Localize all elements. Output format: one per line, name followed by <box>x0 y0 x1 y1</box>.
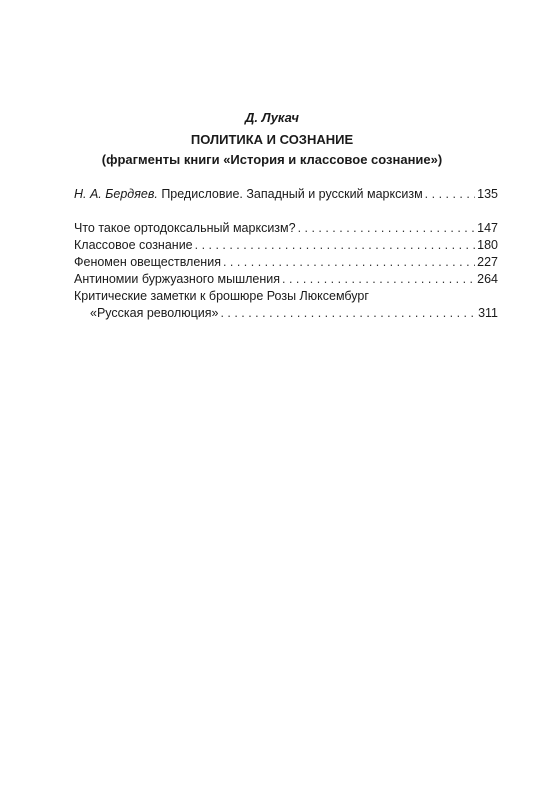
dot-leader <box>223 254 475 271</box>
toc-page-number: 147 <box>477 221 498 235</box>
section-subtitle: (фрагменты книги «История и классовое сознание») <box>101 152 443 167</box>
toc-entry <box>74 271 498 288</box>
dot-leader <box>298 220 476 237</box>
toc-entry <box>74 305 498 322</box>
toc-entry <box>74 186 498 203</box>
toc-page-number: 311 <box>478 306 498 320</box>
toc-page-number: 264 <box>477 272 498 286</box>
toc-entry-title <box>74 186 423 203</box>
dot-leader <box>220 305 476 322</box>
toc-entry-title: «Русская революция» <box>90 306 219 320</box>
toc-list <box>74 220 498 322</box>
dot-leader <box>282 271 475 288</box>
dot-leader <box>195 237 476 254</box>
toc-entry-text: Предисловие. Западный и русский марксизм <box>157 187 423 201</box>
toc-entry-title: Феномен овеществления <box>74 255 221 269</box>
section-title: ПОЛИТИКА И СОЗНАНИЕ <box>190 132 354 147</box>
toc-entry-author: Н. А. Бердяев. <box>74 187 158 201</box>
toc-preface <box>74 186 498 203</box>
toc-entry <box>74 220 498 237</box>
toc-page-number: 135 <box>477 187 498 201</box>
toc-entry <box>74 254 498 271</box>
toc-entry-title: Антиномии буржуазного мышления <box>74 272 281 286</box>
dot-leader <box>425 186 475 203</box>
toc-page-number: 227 <box>477 255 498 269</box>
toc-entry-title: Что такое ортодоксальный марксизм? <box>74 221 296 235</box>
toc-entry-title-line: Критические заметки к брошюре Розы Люксембург <box>74 289 369 303</box>
toc-entry-title: Классовое сознание <box>74 238 193 252</box>
toc-page-number: 180 <box>477 238 498 252</box>
toc-entry <box>74 237 498 254</box>
author-name: Д. Лукач <box>245 110 299 125</box>
